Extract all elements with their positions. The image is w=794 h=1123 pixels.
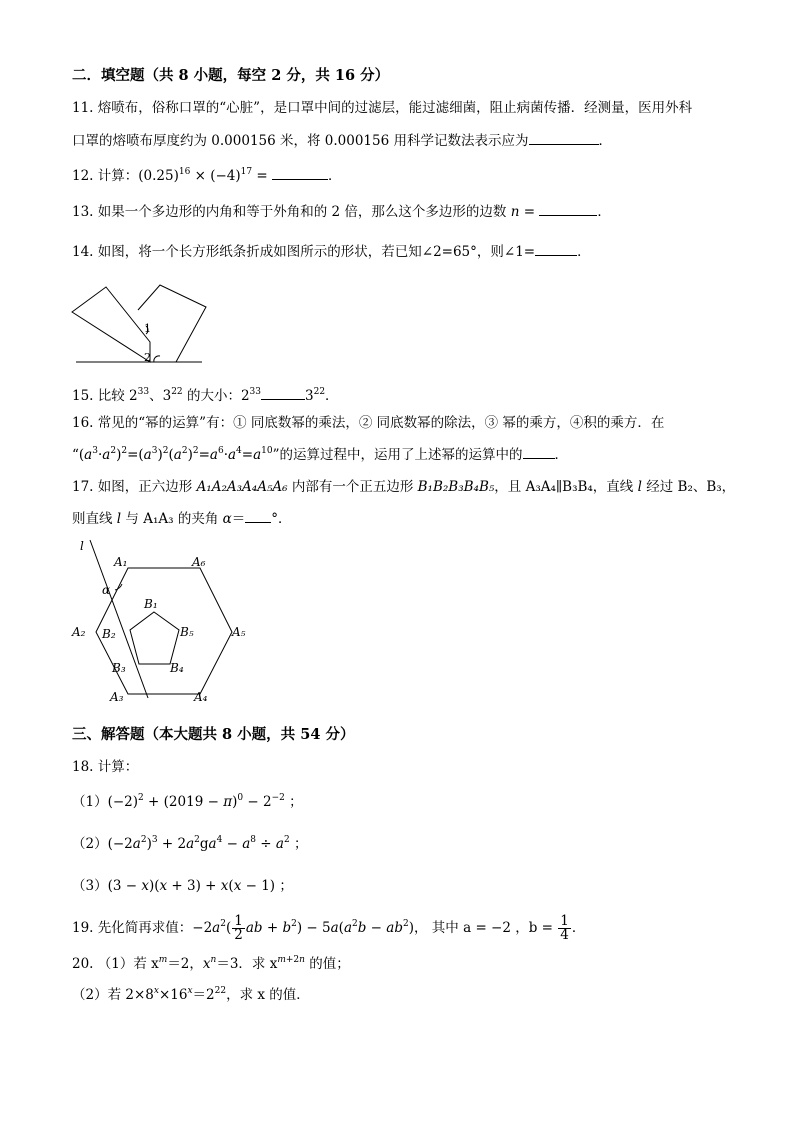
q12-exp1: 16 [178,167,191,177]
q19-condition: ， 其中 a = −2 ，b = [414,920,553,936]
q14-text: 14. 如图，将一个长方形纸条折成如图所示的形状，若已知∠2=65°，则∠1= [72,244,536,260]
q17-line1 [72,477,735,497]
q17-fig-label-l: l [80,539,84,553]
q12-exp2: 17 [240,167,253,177]
q19-label: 19. 先化简再求值： [72,920,193,936]
q17-pre: 17. 如图，正六边形 [72,479,197,495]
q13-var: n [510,204,520,220]
q18-part1-expr: $(-2)^2 + (2019 - \pi)^0 - 2^{-2}$ ； [107,793,303,810]
section2-heading: 二．填空题（共 8 小题，每空 2 分，共 16 分） [72,67,390,84]
q18-part2-num: （2） [72,836,108,852]
q17-pentagon-name: B₁B₂B₃B₄B₅ [417,479,495,495]
q16-line2: “$(a^3\cdot a^2)^2=(a^3)^2(a^2)^2=a^6\cdot a^4=a^{10}$”的运算过程中，运用了上述幂的运算中的 ． [72,446,569,463]
q12-line: 12. 计算：$(0.25)^{16} \times (-4)^{17}$ = ． [72,167,342,184]
q17-fig-label-a3: A₃ [110,690,124,704]
q17-hexagon-name: A₁A₂A₃A₄A₅A₆ [196,479,288,495]
q14-answer-blank[interactable] [535,241,577,256]
q19-b-value: $\frac{1}{4}$ [560,913,569,943]
q15-exp2: 22 [171,387,183,397]
q20-part1-pre: 20. （1）若 x [72,956,159,972]
q17-line2-pre: 则直线 [72,511,117,527]
q17-answer-blank[interactable] [245,508,271,523]
q17-fig-label-b2: B₂ [102,627,116,641]
q20-part2-tail: ，求 x 的值． [226,987,310,1003]
q15-mid2: 的大小：2 [182,388,250,404]
q14-strip-left [72,287,150,362]
q17-pentagon [130,612,179,664]
q17-fig-label-b5: B₅ [180,625,194,639]
q17-line2-l: l [116,511,122,527]
q12-eq: = [252,168,268,184]
q11-answer-blank[interactable] [529,130,599,145]
section3-heading: 三、解答题（本大题共 8 小题，共 54 分） [72,726,355,743]
q17-fig-label-a6: A₆ [192,555,206,569]
q16-formula: “$(a^3\cdot a^2)^2=(a^3)^2(a^2)^2=a^6\cdot a^4=a^{10}$ [72,446,273,463]
q18-part3-num: （3） [72,878,108,894]
q15-mid3: 3 [305,388,314,404]
q18-part2 [72,834,308,854]
q17-fig-label-alpha: α [102,583,111,597]
q12-label: 12. 计算： [72,168,139,184]
q11-line2-text: 口罩的熔喷布厚度约为 0.000156 米，将 0.000156 用科学记数法表示应为 [72,133,529,149]
q18-label: 18. 计算： [72,759,139,775]
q12-answer-blank[interactable] [272,165,328,180]
q15-line [72,385,339,406]
q17-fig-label-a5: A₅ [232,625,246,639]
q11-line2: 口罩的熔喷布厚度约为 0.000156 米，将 0.000156 用科学记数法表示应为 ． [72,130,612,151]
q15-exp3: 33 [249,387,261,397]
q17-mid3: 经过 B₂、B₃， [641,479,736,495]
q16-answer-blank[interactable] [523,444,555,459]
q17-line2: 则直线 l 与 A₁A₃ 的夹角 α＝ °． [72,508,292,529]
q15-end: ． [325,388,339,404]
q13-text: 13. 如果一个多边形的内角和等于外角和的 2 倍，那么这个多边形的边数 [72,204,511,220]
q18-part2-expr: $(-2a^2)^3 + 2a^2ga^4 - a^8 \div a^2$ ； [107,835,308,852]
q13-eq: = [519,204,536,220]
q19-line: 19. 先化简再求值：$-2a^2$( $\frac{1}{2}$ ab + $b^2) - 5a(a^2b - ab^2)$， 其中 a = −2 ，b = $\frac{1}{4}$ ． [72,913,586,943]
q17-line2-end: °． [271,511,292,527]
q18-part3-expr: (3 − x)(x + 3) + x(x − 1) ； [107,878,293,894]
q17-mid2: ，且 A₃A₄∥B₃B₄，直线 [494,479,638,495]
q17-line-l: l [637,479,642,495]
q12-base1: (0.25) [138,168,179,184]
q17-hexagon [96,568,232,694]
q20-part2-pre: （2）若 2×8 [72,987,154,1003]
q20-part2: （2）若 $2\times 8^x\times 16^x=2^{22}$，求 x 的值． [72,986,310,1003]
q14-figure [68,282,212,368]
q15-exp4: 22 [313,387,326,397]
q12-mid: × (−4) [190,168,241,184]
q20-part1: 20. （1）若 $x^m=2$，$x^n=3$．求 $x^{m+2n}$ 的值； [72,955,350,972]
q14-angle2-arc [154,356,160,362]
q16-line1: 16. 常见的“幂的运算”有：① 同底数幂的乘法，② 同底数幂的除法，③ 幂的乘方，④积的乘方．在 [72,415,665,431]
q11-line1: 11. 熔喷布，俗称口罩的“心脏”，是口罩中间的过滤层，能过滤细菌，阻止病菌传播．经测量，医用外科 [72,100,693,116]
q18-part1-num: （1） [72,794,108,810]
q15-mid: 、3 [149,388,172,404]
q17-fig-label-b4: B₄ [170,661,184,675]
q17-figure [66,536,256,706]
q17-fig-label-b3: B₃ [112,661,126,675]
q19-expr: $-2a^2$( $\frac{1}{2}$ ab + $b^2) - 5a(a^2b - ab^2)$ [192,913,415,943]
q17-line2-mid: 与 A₁A₃ 的夹角 [121,511,223,527]
q16-line2-tail: ”的运算过程中，运用了上述幂的运算中的 [272,447,523,463]
q17-alpha: α [222,511,232,527]
q14-fig-label-2: 2 [144,351,151,364]
q15-answer-blank[interactable] [261,385,305,400]
q17-mid1: 内部有一个正五边形 [287,479,418,495]
q17-fig-label-b1: B₁ [144,597,158,611]
q15-exp1: 33 [137,387,150,397]
q17-fig-label-a2: A₂ [72,625,86,639]
q14-line: 14. 如图，将一个长方形纸条折成如图所示的形状，若已知∠2=65°，则∠1= ． [72,241,591,262]
q17-fig-label-a4: A₄ [194,690,208,704]
q17-fig-label-a1: A₁ [114,555,128,569]
q14-fig-label-1: 1 [144,322,151,335]
q13-answer-blank[interactable] [539,201,597,216]
q18-part3 [72,876,293,896]
q13-line: 13. 如果一个多边形的内角和等于外角和的 2 倍，那么这个多边形的边数 n = ． [72,201,611,222]
q15-pre: 15. 比较 2 [72,388,138,404]
q20-part1-tail: ．求 x [238,956,278,972]
q18-part1 [72,792,303,812]
q20-part1-tail-end: 的值； [304,956,350,972]
